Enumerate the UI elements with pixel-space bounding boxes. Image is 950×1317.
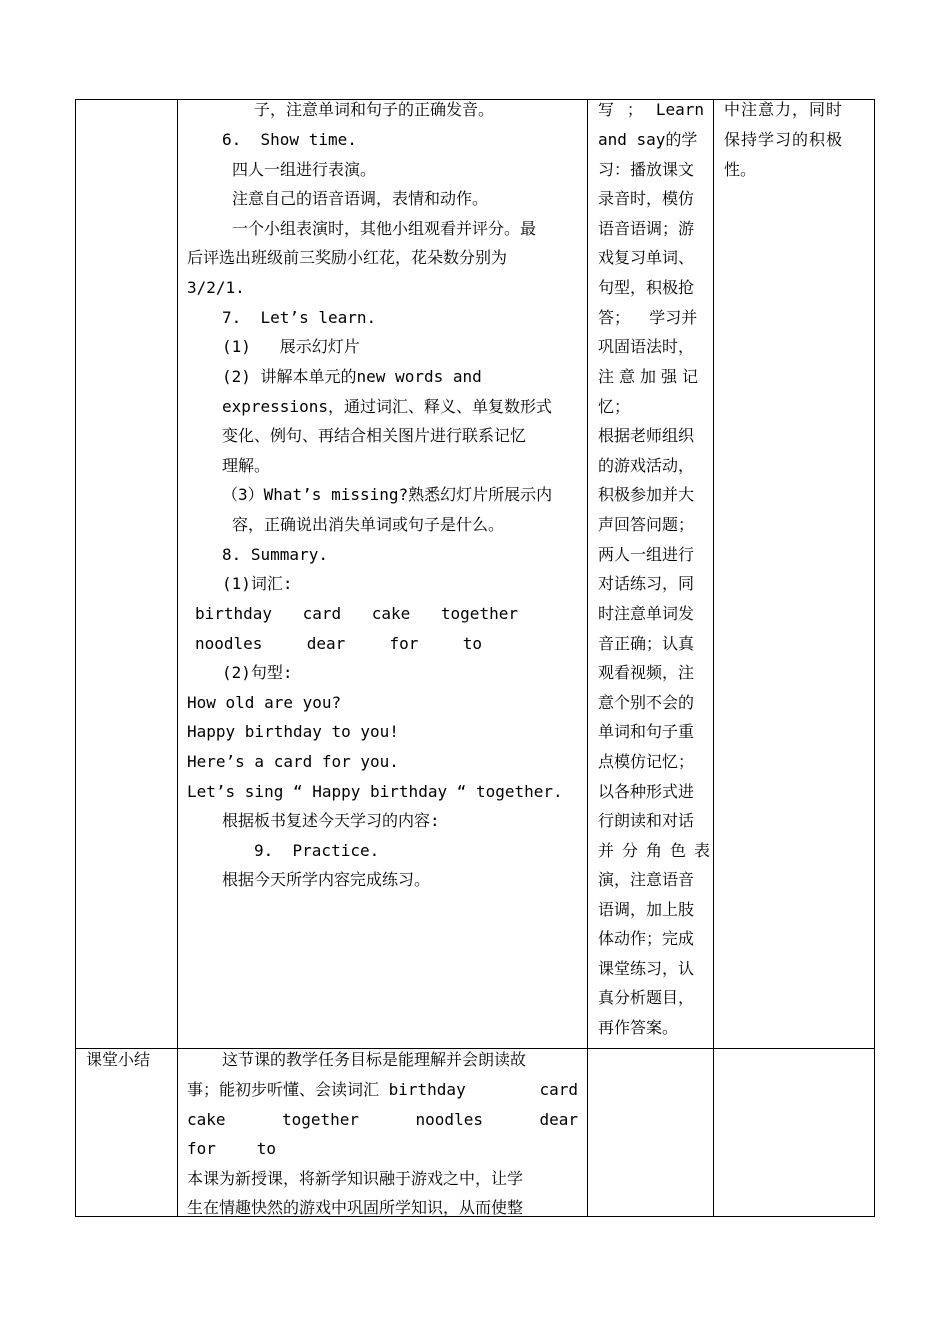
text-line: 中注意力，同时 [724,100,844,119]
text-line: 巩固语法时， [598,337,695,356]
column-divider-3 [713,99,714,1217]
vocab-word: cake [371,604,411,623]
text-line: (1)词汇: [222,574,293,593]
text-line: 子，注意单词和句子的正确发音。 [254,100,495,119]
text-line: 根据今天所学内容完成练习。 [222,870,431,889]
vocab-word: dear [306,634,346,653]
step-8-heading: 8. Summary. [222,545,328,564]
text-line: 根据板书复述今天学习的内容: [222,811,440,830]
vocabulary-line-2 [195,634,482,654]
text-line: 根据老师组织 [598,426,695,445]
text-line: 四人一组进行表演。 [232,160,377,179]
vocab-word: dear [539,1110,578,1129]
text-line: and say的学 [598,130,698,149]
text-line: 性。 [724,160,757,179]
vocab-word: noodles [195,634,263,653]
vocab-word: together [282,1110,360,1129]
text-fragment: 写 [598,100,615,119]
text-line: 句型，积极抢 [598,278,695,297]
sentence-line: How old are you? [187,693,342,712]
text-line: 以各种形式进 [598,782,695,801]
text-line: 并分角色表 [598,841,719,860]
text-line: 声回答问题； [598,515,695,534]
step-6-heading: 6. Show time. [222,130,357,149]
table-right-border [874,99,875,1217]
text-line: 保持学习的积极 [724,130,844,149]
text-fragment: Learn [655,100,704,119]
vocab-word: to [462,634,482,653]
text-line: 课堂练习，认 [598,959,695,978]
text-line: 真分析题目， [598,988,695,1007]
text-line: 体动作；完成 [598,929,695,948]
text-line [598,100,704,120]
text-line: 注意加强记 [598,367,704,386]
text-line: 演，注意语音 [598,870,695,889]
row-divider [75,1048,875,1049]
text-line: (2) 讲解本单元的new words and [222,367,482,386]
summary-line [187,1080,578,1100]
text-fragment: 事；能初步听懂、会读词汇 birthday [187,1080,466,1099]
summary-vocab-line [187,1139,276,1159]
text-line: 的游戏活动， [598,456,695,475]
vocab-word: for [187,1139,216,1158]
text-line: 意个别不会的 [598,693,695,712]
summary-vocab-line [187,1110,578,1130]
text-line: 注意自己的语音语调，表情和动作。 [232,189,489,208]
step-9-heading: 9. Practice. [254,841,380,860]
vocab-word: to [256,1139,276,1158]
text-line: 音正确；认真 [598,634,695,653]
sentence-line: Here’s a card for you. [187,752,399,771]
text-line: （3）What’s missing?熟悉幻灯片所展示内 [222,485,553,504]
vocab-word: for [389,634,419,653]
text-line: 时注意单词发 [598,604,695,623]
text-line: 点模仿记忆； [598,752,695,771]
text-line: 对话练习，同 [598,574,695,593]
sentence-line: Happy birthday to you! [187,722,399,741]
text-fragment: ； [626,100,643,119]
step-7-heading: 7. Let’s learn. [222,308,377,327]
text-line: 理解。 [222,456,271,475]
vocabulary-line-1 [195,604,518,624]
text-line: 观看视频，注 [598,663,695,682]
text-line: 语音语调；游 [598,219,695,238]
text-line: expressions，通过词汇、释义、单复数形式 [222,397,552,416]
summary-line: 生在情趣快然的游戏中巩固所学知识，从而使整 [187,1198,524,1217]
column-divider-1 [177,99,178,1217]
text-line: 容，正确说出消失单词或句子是什么。 [232,515,505,534]
text-fragment: card [539,1080,578,1099]
vocab-word: card [302,604,342,623]
text-line: 戏复习单词、 [598,248,695,267]
text-line: (1) 展示幻灯片 [222,337,360,356]
text-line: 变化、例句、再结合相关图片进行联系记忆 [222,426,527,445]
class-summary-label: 课堂小结 [86,1050,151,1069]
sentence-line: Let’s sing “ Happy birthday “ together. [187,782,563,801]
text-line: 录音时，模仿 [598,189,695,208]
text-line: 一个小组表演时，其他小组观看并评分。最 [232,219,537,238]
text-line: (2)句型: [222,663,293,682]
summary-line: 这节课的教学任务目标是能理解并会朗读故 [222,1050,527,1069]
vocab-word: together [440,604,518,623]
vocab-word: cake [187,1110,226,1129]
table-left-border [75,99,76,1217]
column-divider-2 [587,99,588,1217]
text-line: 语调，加上肢 [598,900,695,919]
text-line: 习：播放课文 [598,160,695,179]
text-line: 两人一组进行 [598,545,695,564]
text-line: 积极参加并大 [598,485,695,504]
text-line: 忆； [598,397,631,416]
text-line: 后评选出班级前三奖励小红花，花朵数分别为 [187,248,508,267]
vocab-word: birthday [195,604,273,623]
text-line: 答； 学习并 [598,308,698,327]
text-line: 3/2/1. [187,278,245,297]
vocab-word: noodles [415,1110,483,1129]
text-line: 单词和句子重 [598,722,695,741]
text-line: 行朗读和对话 [598,811,695,830]
text-line: 再作答案。 [598,1018,679,1037]
summary-line: 本课为新授课，将新学知识融于游戏之中，让学 [187,1169,524,1188]
